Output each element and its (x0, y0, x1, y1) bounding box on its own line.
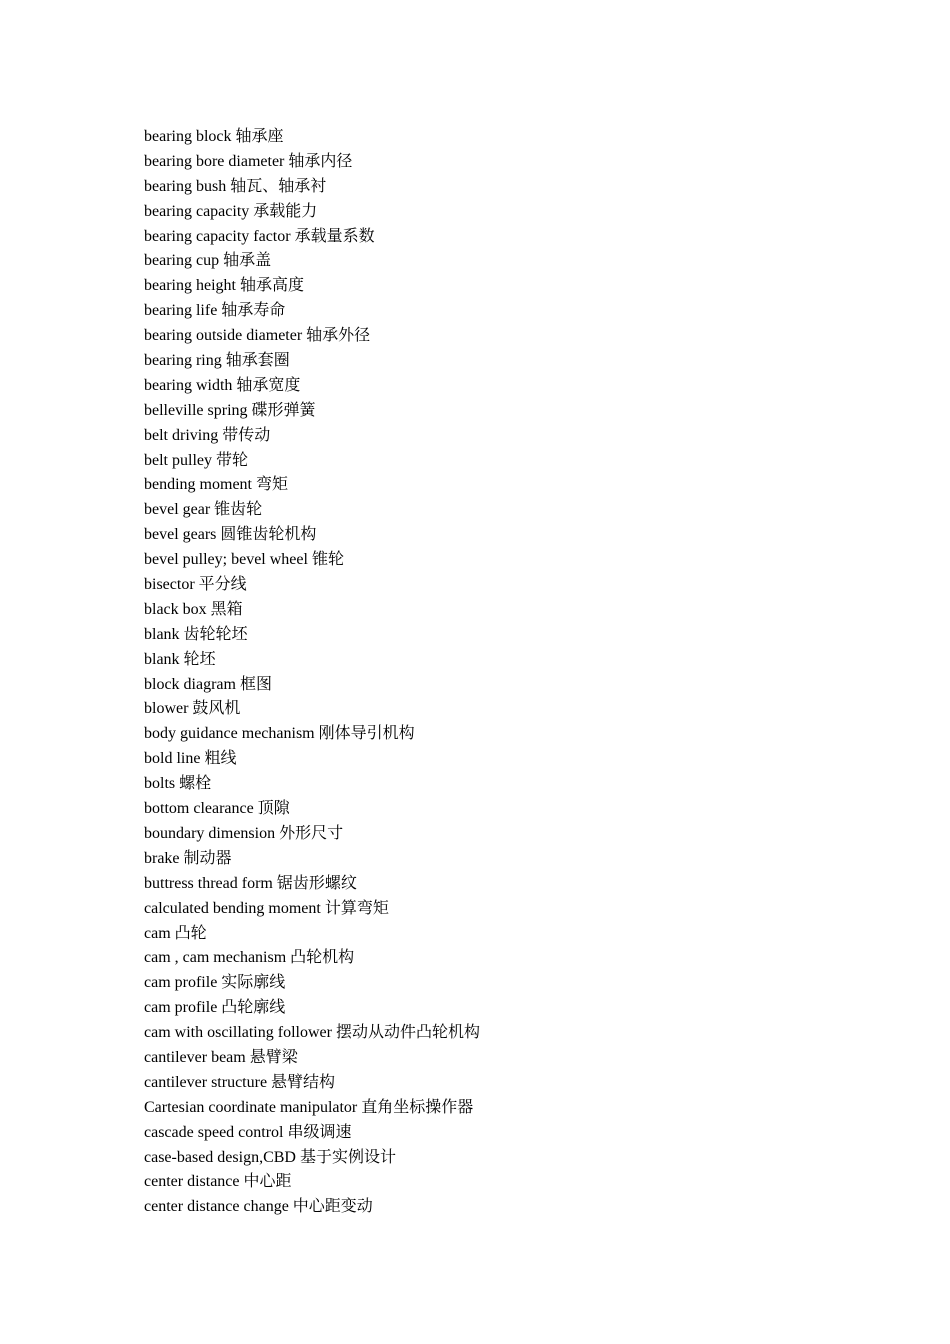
glossary-entry: belleville spring 碟形弹簧 (144, 401, 316, 419)
glossary-entry: blank 齿轮轮坯 (144, 625, 248, 643)
glossary-entry: case-based design,CBD 基于实例设计 (144, 1148, 396, 1166)
glossary-entry: brake 制动器 (144, 849, 232, 867)
glossary-entry: bearing bush 轴瓦、轴承衬 (144, 177, 327, 195)
glossary-entry: black box 黑箱 (144, 600, 243, 618)
glossary-entry: bearing capacity 承载能力 (144, 202, 318, 220)
glossary-entry: bearing cup 轴承盖 (144, 252, 272, 270)
glossary-entry: belt pulley 带轮 (144, 451, 248, 469)
glossary-entry: buttress thread form 锯齿形螺纹 (144, 874, 357, 892)
glossary-entry: bottom clearance 顶隙 (144, 800, 290, 818)
glossary-entry: bearing width 轴承宽度 (144, 376, 301, 394)
glossary-entry: bearing height 轴承高度 (144, 277, 304, 295)
glossary-entry: cascade speed control 串级调速 (144, 1123, 352, 1141)
glossary-entry: cam profile 凸轮廓线 (144, 999, 286, 1017)
glossary-entry: bearing block 轴承座 (144, 128, 284, 145)
glossary-entry: center distance 中心距 (144, 1173, 292, 1191)
glossary-entry: bisector 平分线 (144, 576, 247, 594)
glossary-entry: Cartesian coordinate manipulator 直角坐标操作器 (144, 1098, 474, 1116)
glossary-entry: bold line 粗线 (144, 750, 237, 768)
glossary-entry: bearing life 轴承寿命 (144, 302, 286, 320)
glossary-entry: calculated bending moment 计算弯矩 (144, 899, 389, 917)
glossary-entry: blank 轮坯 (144, 650, 216, 668)
glossary-entry: bolts 螺栓 (144, 775, 212, 793)
glossary-entry: bearing outside diameter 轴承外径 (144, 327, 371, 345)
glossary-entry: blower 鼓风机 (144, 700, 241, 718)
glossary-entry: body guidance mechanism 刚体导引机构 (144, 725, 415, 743)
glossary-entry: bearing capacity factor 承载量系数 (144, 227, 375, 245)
glossary-entry: bevel gears 圆锥齿轮机构 (144, 526, 317, 544)
glossary-entry: bevel pulley; bevel wheel 锥轮 (144, 551, 344, 569)
glossary-entry: boundary dimension 外形尺寸 (144, 824, 344, 842)
glossary-entry: block diagram 框图 (144, 675, 272, 693)
glossary-entry: belt driving 带传动 (144, 426, 271, 444)
glossary-entry: cam profile 实际廓线 (144, 974, 286, 992)
glossary-entry: cantilever beam 悬臂梁 (144, 1048, 298, 1066)
glossary-entry: bearing ring 轴承套圈 (144, 352, 290, 370)
glossary-entry: center distance change 中心距变动 (144, 1198, 373, 1216)
glossary-entry: bending moment 弯矩 (144, 476, 288, 494)
glossary-entry: cam 凸轮 (144, 924, 207, 942)
glossary-entry: cam with oscillating follower 摆动从动件凸轮机构 (144, 1024, 480, 1042)
glossary-entry: cantilever structure 悬臂结构 (144, 1073, 336, 1091)
glossary-list (144, 125, 480, 1220)
glossary-entry: bevel gear 锥齿轮 (144, 501, 263, 519)
glossary-entry: cam , cam mechanism 凸轮机构 (144, 949, 355, 967)
glossary-entry: bearing bore diameter 轴承内径 (144, 152, 353, 170)
